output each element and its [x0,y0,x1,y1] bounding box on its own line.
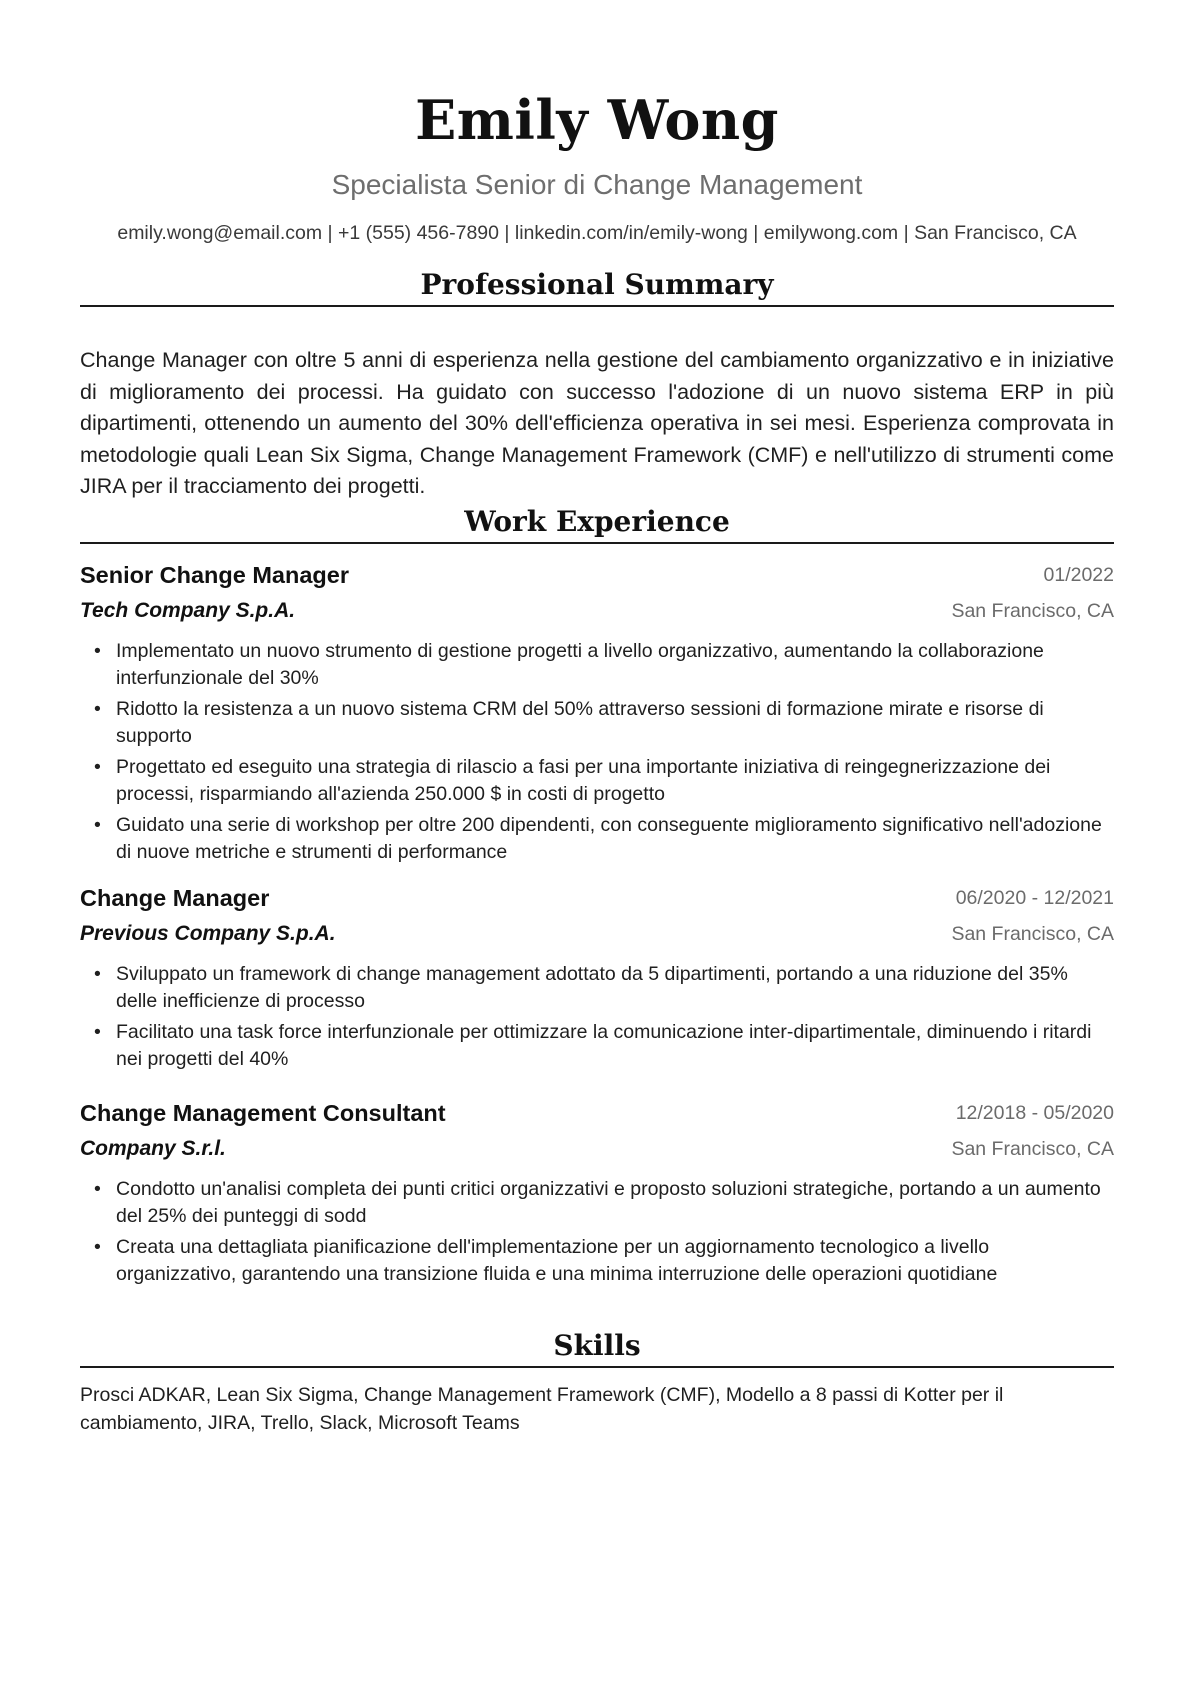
job-bullet-text: Ridotto la resistenza a un nuovo sistema CRM del 50% attraverso sessioni di formazione mirate e risorse di supporto [116,698,1044,747]
job-bullet-text: Progettato ed eseguito una strategia di rilascio a fasi per una importante iniziativa di reingegnerizzazione dei processi, risparmiando all'azienda 250.000 $ in costi di progetto [116,756,1051,805]
summary-heading: Professional Summary [420,268,774,301]
job-dates: 12/2018 - 05/2020 [955,1102,1114,1124]
job-header-row [80,881,1114,917]
job-title: Senior Change Manager [80,562,349,588]
summary-divider [80,305,1114,307]
bullet-icon: • [94,1021,101,1043]
contact-line: emily.wong@email.com | +1 (555) 456-7890 | linkedin.com/in/emily-wong | emilywong.com | San Francisco, CA [117,222,1077,244]
job-bullet [80,1176,1114,1229]
bullet-icon: • [94,963,101,985]
summary-text: Change Manager con oltre 5 anni di esperienza nella gestione del cambiamento organizzativo e in iniziative di miglioramento dei processi. Ha guidato con successo l'adozione di un nuovo sistema ERP in più dipartimenti, ottenendo un aumento del 30% dell'efficienza operativa in sei mesi. Esperienza comprovata in metodologie quali Lean Six Sigma, Change Management Framework (CMF) e nell'utilizzo di strumenti come JIRA per il tracciamento dei progetti. [80,348,1114,498]
job-company-row [80,594,1114,630]
job-dates: 01/2022 [1043,564,1114,586]
bullet-icon: • [94,640,101,662]
job-header-row [80,1096,1114,1132]
job-bullet-text: Guidato una serie di workshop per oltre 200 dipendenti, con conseguente miglioramento significativo nell'adozione di nuove metriche e strumenti di performance [116,814,1102,863]
job-title: Change Manager [80,885,270,911]
job-company-row [80,1132,1114,1168]
job-dates: 06/2020 - 12/2021 [955,887,1114,909]
skills-text: Prosci ADKAR, Lean Six Sigma, Change Management Framework (CMF), Modello a 8 passi di Kotter per il cambiamento, JIRA, Trello, Slack, Microsoft Teams [80,1384,1004,1434]
job-company-row [80,917,1114,953]
job-company: Tech Company S.p.A. [80,599,296,622]
skills-divider [80,1366,1114,1368]
job-bullet-text: Sviluppato un framework di change management adottato da 5 dipartimenti, portando a una riduzione del 35% delle inefficienze di processo [116,963,1068,1012]
job-bullet [80,961,1114,1014]
candidate-name: Emily Wong [415,88,779,152]
job-entry [80,558,1114,870]
job-company: Company S.r.l. [80,1137,226,1160]
bullet-icon: • [94,814,101,836]
bullet-icon: • [94,1178,101,1200]
skills-heading: Skills [553,1329,641,1362]
experience-divider [80,542,1114,544]
experience-heading: Work Experience [464,505,730,538]
job-bullet [80,638,1114,691]
job-location: San Francisco, CA [951,923,1114,945]
job-title: Change Management Consultant [80,1100,446,1126]
job-bullet [80,1234,1114,1287]
bullet-icon: • [94,1236,101,1258]
job-bullets [80,1176,1114,1287]
job-bullet-text: Implementato un nuovo strumento di gestione progetti a livello organizzativo, aumentando la collaborazione interfunzionale del 30% [116,640,1044,689]
job-bullets [80,638,1114,865]
job-bullets [80,961,1114,1072]
job-bullet [80,754,1114,807]
bullet-icon: • [94,756,101,778]
job-entry [80,1096,1114,1292]
job-entry [80,881,1114,1077]
job-bullet [80,812,1114,865]
job-bullet-text: Creata una dettagliata pianificazione dell'implementazione per un aggiornamento tecnologico a livello organizzativo, garantendo una transizione fluida e una minima interruzione delle operazioni quotidiane [116,1236,998,1285]
job-bullet-text: Facilitato una task force interfunzionale per ottimizzare la comunicazione inter-dipartimentale, diminuendo i ritardi nei progetti del 40% [116,1021,1092,1070]
job-location: San Francisco, CA [951,600,1114,622]
job-header-row [80,558,1114,594]
candidate-subtitle: Specialista Senior di Change Management [331,169,863,200]
bullet-icon: • [94,698,101,720]
job-bullet [80,696,1114,749]
job-company: Previous Company S.p.A. [80,922,336,945]
job-bullet-text: Condotto un'analisi completa dei punti critici organizzativi e proposto soluzioni strategiche, portando a un aumento del 25% dei punteggi di sodd [116,1178,1101,1227]
job-bullet [80,1019,1114,1072]
job-location: San Francisco, CA [951,1138,1114,1160]
